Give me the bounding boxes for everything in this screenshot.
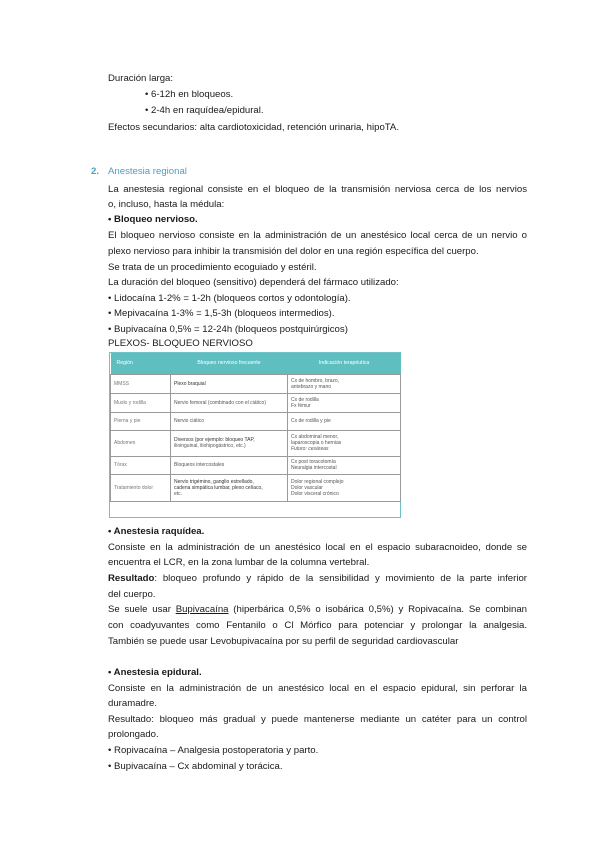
cell-line: Nervio trigémino, ganglio estrellado, <box>174 478 254 485</box>
drug-item: • Ropivacaína – Analgesia postoperatoria y parto. <box>108 745 319 756</box>
region-cell: Muslo y rodilla <box>111 393 171 412</box>
block-cell <box>171 393 288 412</box>
block-cell <box>171 412 288 430</box>
indication-cell <box>288 456 401 474</box>
paragraph-line: Consiste en la administración de un anestésico local en el espacio subaracnoideo, donde se <box>108 542 527 553</box>
indication-cell <box>288 474 401 501</box>
plexus-table <box>109 352 401 518</box>
region-cell: Tratamiento dolor <box>111 474 171 501</box>
paragraph-line: del cuerpo. <box>108 589 156 600</box>
cell-line: Nervio ciático <box>174 418 205 424</box>
cell-line: antebrazo y mano <box>291 383 332 390</box>
paragraph-line: También se puede usar Levobupivacaína por su perfil de seguridad cardiovascular <box>108 636 459 647</box>
section-number: 2. <box>91 166 100 177</box>
paragraph-line: duramadre. <box>108 698 158 709</box>
block-cell <box>171 456 288 474</box>
paragraph-line: Resultado: bloqueo más gradual y puede mantenerse mediante un catéter para un control <box>108 714 527 725</box>
paragraph-line: plexo nervioso para inhibir la transmisión del dolor en una región específica del cuerpo. <box>108 246 479 257</box>
block-cell <box>171 374 288 393</box>
cell-line: cadena simpática lumbar, plexo celíaco, <box>174 484 263 491</box>
cell-line: laparoscopia o hernias <box>291 440 342 446</box>
drug-item: • Bupivacaína 0,5% = 12-24h (bloqueos postquirúrgicos) <box>108 324 348 335</box>
region-cell: Tórax <box>111 456 171 474</box>
bullet-item: • 2-4h en raquídea/epidural. <box>145 105 264 116</box>
indication-cell <box>288 412 401 430</box>
table-row <box>111 430 401 456</box>
block-cell <box>171 474 288 501</box>
bullet-item: • 6-12h en bloqueos. <box>145 89 234 100</box>
subsection-title: • Anestesia epidural. <box>108 667 202 678</box>
paragraph-line: prolongado. <box>108 729 159 740</box>
paragraph-line: Consiste en la administración de un anestésico local en el espacio epidural, sin perforar la <box>108 683 527 694</box>
region-cell: Pierna y pie <box>111 412 171 430</box>
paragraph-line: encuentra el LCR, en la zona lumbar de la columna vertebral. <box>108 557 370 568</box>
section-title: Anestesia regional <box>108 166 187 177</box>
table-row <box>111 456 401 474</box>
cell-line: Diversos (por ejemplo: bloqueo TAP, <box>174 437 255 443</box>
cell-line: Fx fémur <box>291 402 311 409</box>
paragraph-line <box>108 573 527 585</box>
paragraph-line: La anestesia regional consiste en el bloqueo de la transmisión nerviosa cerca de los nervios <box>108 184 527 195</box>
table-row <box>111 374 401 393</box>
result-label: Resultado <box>108 573 155 584</box>
text-fragment: Se suele usar <box>108 604 176 615</box>
table-caption: PLEXOS- BLOQUEO NERVIOSO <box>108 338 253 349</box>
drug-item: • Bupivacaína – Cx abdominal y torácica. <box>108 761 283 772</box>
indication-cell <box>288 374 401 393</box>
subsection-title: • Bloqueo nervioso. <box>108 214 198 225</box>
cell-line: Dolor regional complejo <box>291 478 344 485</box>
cell-line: Cx abdominal menor, <box>291 434 339 440</box>
cell-line: Cx de rodilla <box>291 396 319 403</box>
table-header: Región <box>111 353 171 374</box>
table-row <box>111 393 401 412</box>
table-header: Indicación terapéutica <box>288 353 401 374</box>
cell-line: Nervio femoral (combinado con el ciático) <box>174 399 266 406</box>
side-effects-text: Efectos secundarios: alta cardiotoxicidad, retención urinaria, hipoTA. <box>108 122 399 133</box>
table-row <box>111 474 401 501</box>
subsection-title: • Anestesia raquídea. <box>108 526 205 537</box>
drug-item: • Lidocaína 1-2% = 1-2h (bloqueos cortos y odontología). <box>108 293 351 304</box>
text-fragment: (hiperbárica 0,5% o isobárica 0,5%) y Ropivacaína. Se combinan <box>228 604 527 615</box>
drug-item: • Mepivacaína 1-3% = 1,5-3h (bloqueos intermedios). <box>108 308 335 319</box>
cell-line: Cx de hombro, brazo, <box>291 377 340 384</box>
paragraph-line: El bloqueo nervioso consiste en la administración de un anestésico local cerca de un nervio o <box>108 230 527 241</box>
cell-line: Plexo braquial <box>174 380 206 387</box>
cell-line: Futuro: cesáreas <box>291 446 329 452</box>
cell-line: ilioinguinal, iliohipogástrico, etc.) <box>174 443 246 449</box>
table-row <box>111 412 401 430</box>
paragraph-line <box>108 604 527 616</box>
result-text: : bloqueo profundo y rápido de la sensibilidad y movimiento de la parte inferior <box>154 573 527 584</box>
cell-line: Neuralgia intercostal <box>291 465 337 471</box>
table-header: Bloqueo nervioso frecuente <box>171 353 288 374</box>
cell-line: Cx post toracotomía <box>291 459 336 465</box>
indication-cell <box>288 393 401 412</box>
cell-line: Cx de rodilla y pie <box>291 418 331 424</box>
paragraph-line: Se trata de un procedimiento ecoguiado y estéril. <box>108 262 317 273</box>
region-cell: Abdomen <box>111 430 171 456</box>
drug-name: Bupivacaína <box>175 604 229 615</box>
region-cell: MMSS <box>111 374 171 393</box>
paragraph-line: con coadyuvantes como Fentanilo o Cl Mórfico para potenciar y prolongar la analgesia. <box>108 620 527 631</box>
cell-line: etc. <box>174 490 183 497</box>
duration-label: Duración larga: <box>108 73 174 84</box>
paragraph-line: o, incluso, hasta la médula: <box>108 199 225 210</box>
cell-line: Dolor vascular <box>291 484 323 491</box>
cell-line: Dolor visceral crónico <box>291 490 339 497</box>
section-heading <box>91 166 187 178</box>
cell-line: Bloqueos intercostales <box>174 462 225 468</box>
paragraph-line: La duración del bloqueo (sensitivo) dependerá del fármaco utilizado: <box>108 277 399 288</box>
indication-cell <box>288 430 401 456</box>
block-cell <box>171 430 288 456</box>
